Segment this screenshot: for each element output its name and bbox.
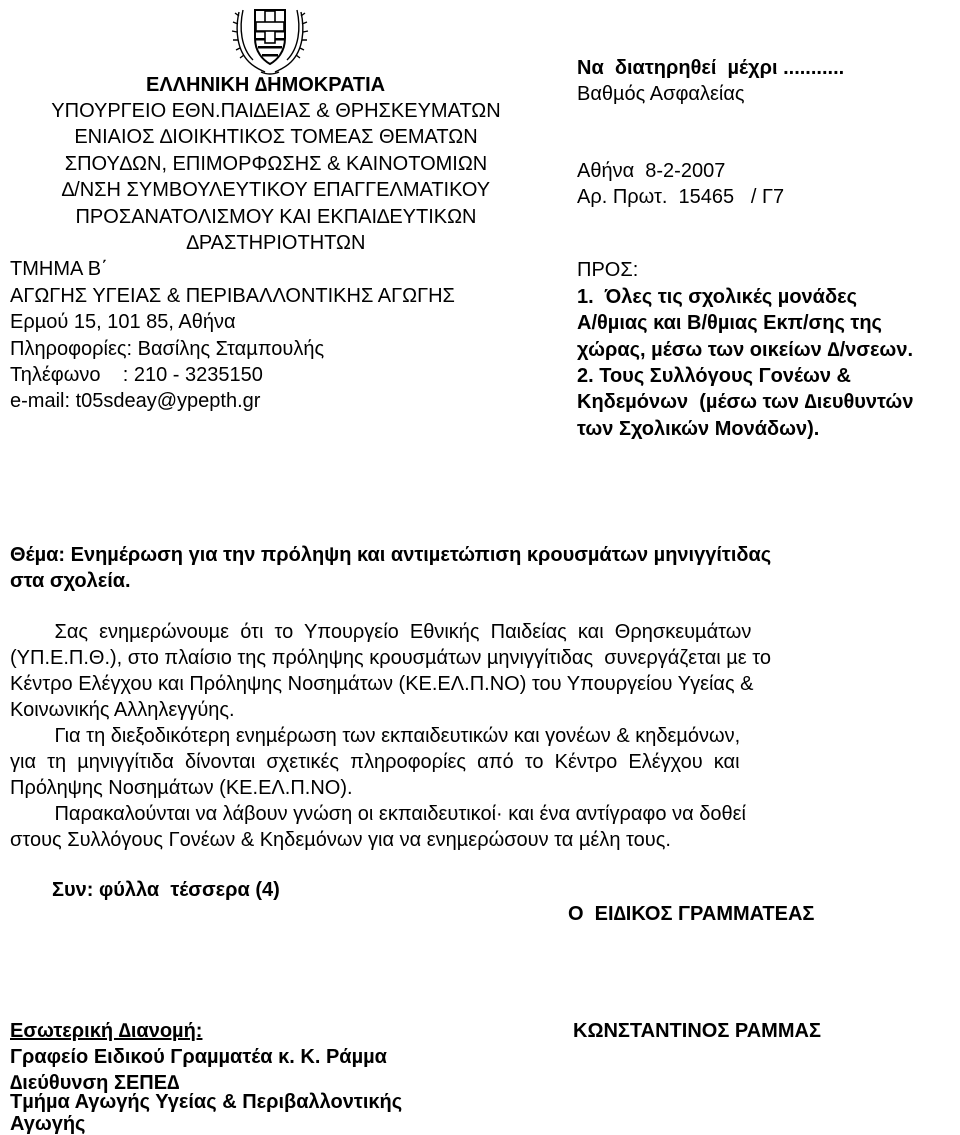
header-ministry-line: ΠΡΟΣΑΝΑΤΟΛΙΣΜΟΥ ΚΑΙ ΕΚΠΑΙ∆ΕΥΤΙΚΩΝ [75,206,477,228]
header-ministry-line: ∆/ΝΣΗ ΣΥΜΒΟΥΛΕΥΤΙΚΟΥ ΕΠΑΓΓΕΛΜΑΤΙΚΟΥ [61,179,491,201]
recipient-line: 1. Όλες τις σχολικές µονάδες [577,286,857,308]
email-label: e-mail: [10,390,76,412]
subject-line: Θέµα: Ενηµέρωση για την πρόληψη και αντιµετώπιση κρουσµάτων µηνιγγίτιδας [10,544,772,566]
attachments-count: Συν: φύλλα τέσσερα (4) [52,879,280,901]
header-department-name: ΑΓΩΓΗΣ ΥΓΕΙΑΣ & ΠΕΡΙΒΑΛΛΟΝΤΙΚΗΣ ΑΓΩΓΗΣ [10,285,455,307]
recipient-line: 2. Τους Συλλόγους Γονέων & [577,365,851,387]
distribution-item: Τµήµα Αγωγής Υγείας & Περιβαλλοντικής [10,1091,403,1113]
recipient-line: Α/θµιας και Β/θµιας Εκπ/σης της [577,312,882,334]
subject-line: στα σχολεία. [10,570,131,592]
header-country: ΕΛΛΗΝΙΚΗ ∆ΗΜΟΚΡΑΤΙΑ [146,74,386,96]
body-paragraph-line: Πρόληψης Νοσηµάτων (ΚΕ.ΕΛ.Π.ΝΟ). [10,777,353,799]
distribution-item: Αγωγής [10,1113,86,1135]
header-department: ΤΜΗΜΑ Β΄ [10,258,108,280]
body-paragraph-line: για τη µηνιγγίτιδα δίνονται σχετικές πληροφορίες από το Κέντρο Ελέγχου και [10,751,740,773]
body-paragraph-line: Για τη διεξοδικότερη ενηµέρωση των εκπαιδευτικών και γονέων & κηδεµόνων, [10,725,741,747]
recipients-label: ΠΡΟΣ: [577,259,639,281]
header-address: Ερµού 15, 101 85, Αθήνα [10,311,236,333]
header-ministry-line: ΥΠΟΥΡΓΕΙΟ ΕΘΝ.ΠΑΙ∆ΕΙΑΣ & ΘΡΗΣΚΕΥΜΑΤΩΝ [51,100,501,122]
body-paragraph-line: Σας ενηµερώνουµε ότι το Υπουργείο Εθνικής Παιδείας και Θρησκευµάτων [10,621,752,643]
body-paragraph-line: Κέντρο Ελέγχου και Πρόληψης Νοσηµάτων (ΚΕ.ΕΛ.Π.ΝΟ) του Υπουργείου Υγείας & [10,673,754,695]
email-link[interactable]: t05sdeay@ypepth.gr [75,390,261,412]
protocol-number: Αρ. Πρωτ. 15465 / Γ7 [577,186,785,208]
recipient-line: χώρας, µέσω των οικείων ∆/νσεων. [577,339,914,361]
document-date: Αθήνα 8-2-2007 [577,160,726,182]
header-ministry-line: ∆ΡΑΣΤΗΡΙΟΤΗΤΩΝ [186,232,366,254]
distribution-item: ∆ιεύθυνση ΣΕΠΕ∆ [10,1072,180,1094]
body-paragraph-line: Κοινωνικής Αλληλεγγύης. [10,699,235,721]
signatory-title: Ο ΕΙ∆ΙΚΟΣ ΓΡΑΜΜΑΤΕΑΣ [568,903,815,925]
distribution-title: Εσωτερική ∆ιανοµή: [10,1020,203,1042]
greek-coat-of-arms-emblem [231,2,309,76]
signatory-name: ΚΩΝΣΤΑΝΤΙΝΟΣ ΡΑΜΜΑΣ [573,1020,821,1042]
header-ministry-line: ΕΝΙΑΙΟΣ ∆ΙΟΙΚΗΤΙΚΟΣ ΤΟΜΕΑΣ ΘΕΜΑΤΩΝ [74,126,478,148]
security-level: Βαθµός Ασφαλείας [577,83,745,105]
header-ministry-line: ΣΠΟΥ∆ΩΝ, ΕΠΙΜΟΡΦΩΣΗΣ & ΚΑΙΝΟΤΟΜΙΩΝ [64,153,488,175]
retention-notice: Να διατηρηθεί µέχρι ........... [577,57,845,79]
body-paragraph-line: (ΥΠ.Ε.Π.Θ.), στο πλαίσιο της πρόληψης κρουσµάτων µηνιγγίτιδας συνεργάζεται µε το [10,647,771,669]
header-phone: Τηλέφωνο : 210 - 3235150 [10,364,263,386]
recipient-line: Κηδεµόνων (µέσω των ∆ιευθυντών [577,391,914,413]
recipient-line: των Σχολικών Μονάδων). [577,418,820,440]
body-paragraph-line: στους Συλλόγους Γονέων & Κηδεµόνων για να ενηµερώσουν τα µέλη τους. [10,829,671,851]
distribution-item: Γραφείο Ειδικού Γραµµατέα κ. Κ. Ράµµα [10,1046,387,1068]
header-info: Πληροφορίες: Βασίλης Σταµπουλής [10,338,325,360]
header-email [10,391,260,411]
body-paragraph-line: Παρακαλούνται να λάβουν γνώση οι εκπαιδευτικοί· και ένα αντίγραφο να δοθεί [10,803,746,825]
